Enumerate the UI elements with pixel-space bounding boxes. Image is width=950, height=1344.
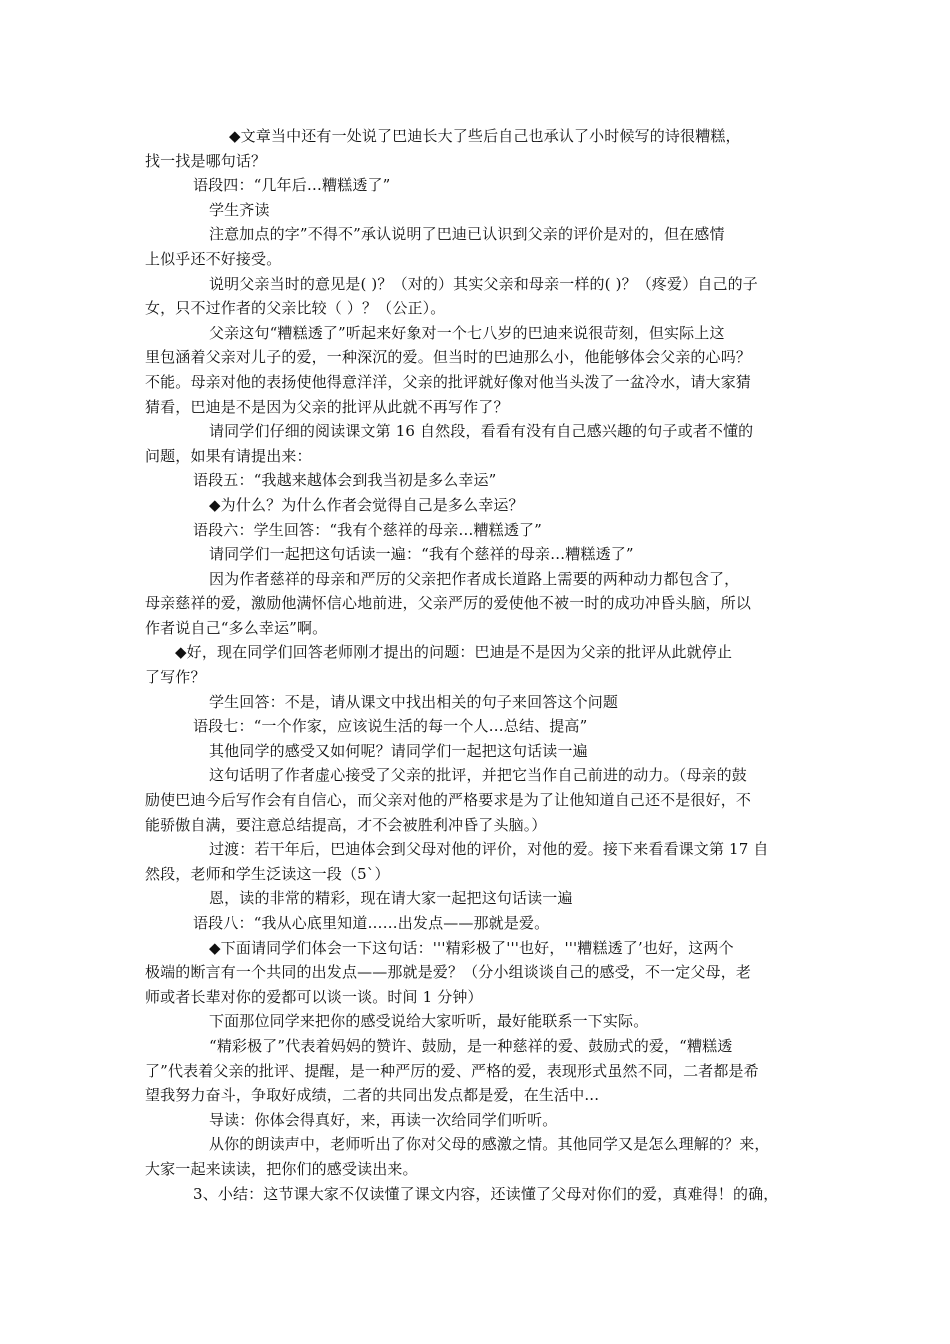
text-line: 请同学们一起把这句话读一遍：“我有个慈祥的母亲…糟糕透了” xyxy=(209,545,634,564)
text-line: 学生回答：不是，请从课文中找出相关的句子来回答这个问题 xyxy=(209,692,619,711)
text-line: 语段八：“我从心底里知道……出发点——那就是爱。 xyxy=(193,914,550,932)
text-line: 这句话明了作者虚心接受了父亲的批评，并把它当作自己前进的动力。（母亲的鼓 xyxy=(209,766,747,785)
text-line: 极端的断言有一个共同的出发点——那就是爱？（分小组谈谈自己的感受，不一定父母，老 xyxy=(145,963,752,982)
text-line: 问题，如果有请提出来： xyxy=(145,446,312,465)
text-line: 不能。母亲对他的表扬使他得意洋洋，父亲的批评就好像对他当头泼了一盆冷水，请大家猜 xyxy=(145,372,752,391)
text-line: 语段七：“一个作家，应该说生活的每一个人…总结、提高” xyxy=(193,717,588,736)
text-line: 女，只不过作者的父亲比较（ ）？（公正）。 xyxy=(145,299,446,318)
text-line: 下面那位同学来把你的感受说给大家听听，最好能联系一下实际。 xyxy=(209,1012,649,1031)
text-line: 找一找是哪句话？ xyxy=(145,151,267,170)
text-line: 说明父亲当时的意见是( )？（对的）其实父亲和母亲一样的( )？（疼爱）自己的子 xyxy=(209,274,758,293)
text-line: 因为作者慈祥的母亲和严厉的父亲把作者成长道路上需要的两种动力都包含了， xyxy=(209,569,740,588)
text-line: “精彩极了”代表着妈妈的赞许、鼓励，是一种慈祥的爱、鼓励式的爱，“糟糕透 xyxy=(209,1036,733,1055)
text-line: 大家一起来读读，把你们的感受读出来。 xyxy=(145,1159,418,1178)
text-line: ◆好，现在同学们回答老师刚才提出的问题：巴迪是不是因为父亲的批评从此就停止 xyxy=(175,643,733,662)
text-line: 3、小结：这节课大家不仅读懂了课文内容，还读懂了父母对你们的爱，真难得！的确， xyxy=(193,1184,779,1203)
text-line: 过渡：若干年后，巴迪体会到父母对他的评价，对他的爱。接下来看看课文第 17 自 xyxy=(209,840,769,859)
text-line: 语段六：学生回答：“我有个慈祥的母亲…糟糕透了” xyxy=(193,520,542,539)
text-line: 父亲这句“糟糕透了”听起来好象对一个七八岁的巴迪来说很苛刻，但实际上这 xyxy=(209,323,725,342)
text-line: 猜看，巴迪是不是因为父亲的批评从此就不再写作了？ xyxy=(145,397,509,416)
text-line: 恩，读的非常的精彩，现在请大家一起把这句话读一遍 xyxy=(209,889,573,908)
text-line: 学生齐读 xyxy=(209,200,270,219)
text-line: 上似乎还不好接受。 xyxy=(145,249,282,268)
text-line: 然段，老师和学生泛读这一段（5`） xyxy=(145,864,390,883)
text-line: 了”代表着父亲的批评、提醒，是一种严厉的爱、严格的爱，表现形式虽然不同，二者都是希 xyxy=(145,1061,759,1080)
text-line: 能骄傲自满，要注意总结提高，才不会被胜利冲昏了头脑。） xyxy=(145,815,547,834)
text-line: 作者说自己“多么幸运”啊。 xyxy=(145,618,328,637)
text-line: 请同学们仔细的阅读课文第 16 自然段，看看有没有自己感兴趣的句子或者不懂的 xyxy=(209,422,754,441)
text-line: ◆下面请同学们体会一下这句话：'''精彩极了'''也好，'''糟糕透了’也好，这两个 xyxy=(209,938,734,957)
text-line: 语段四：“几年后…糟糕透了” xyxy=(193,176,391,195)
text-line: 励使巴迪今后写作会有自信心，而父亲对他的严格要求是为了让他知道自己还不是很好，不 xyxy=(145,791,752,810)
text-line: 里包涵着父亲对儿子的爱，一种深沉的爱。但当时的巴迪那么小，他能够体会父亲的心吗？ xyxy=(145,348,752,367)
text-line: ◆为什么？为什么作者会觉得自己是多么幸运？ xyxy=(209,495,524,514)
text-line: 母亲慈祥的爱，激励他满怀信心地前进，父亲严厉的爱使他不被一时的成功冲昏头脑，所以 xyxy=(145,594,752,613)
text-line: 从你的朗读声中，老师听出了你对父母的感激之情。其他同学又是怎么理解的？来， xyxy=(209,1135,770,1154)
document-body xyxy=(145,124,810,1206)
text-line: ◆文章当中还有一处说了巴迪长大了些后自己也承认了小时候写的诗很糟糕， xyxy=(229,127,741,145)
text-line: 语段五：“我越来越体会到我当初是多么幸运” xyxy=(193,471,497,490)
text-line: 注意加点的字”不得不”承认说明了巴迪已认识到父亲的评价是对的，但在感情 xyxy=(209,225,725,244)
text-line: 师或者长辈对你的爱都可以谈一谈。时间 1 分钟） xyxy=(145,987,483,1006)
text-line: 望我努力奋斗，争取好成绩，二者的共同出发点都是爱，在生活中... xyxy=(145,1086,600,1105)
text-line: 其他同学的感受又如何呢？请同学们一起把这句话读一遍 xyxy=(209,741,588,760)
text-line: 了写作？ xyxy=(145,668,206,687)
text-line: 导读：你体会得真好，来，再读一次给同学们听听。 xyxy=(209,1110,558,1129)
